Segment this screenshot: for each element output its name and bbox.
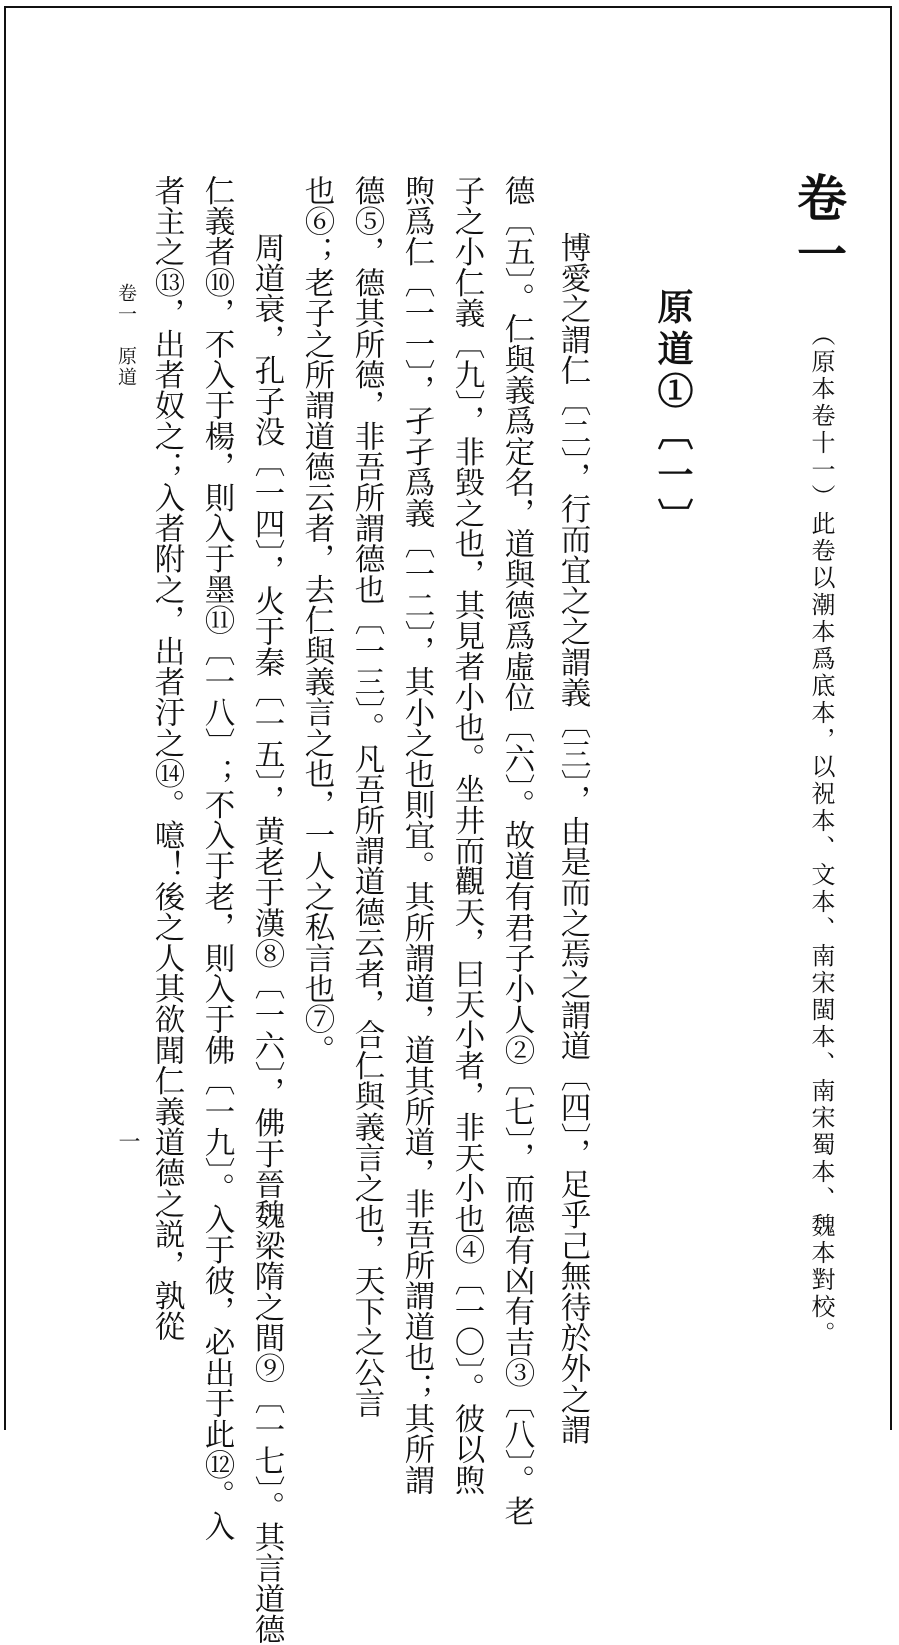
juan-title: 卷一 [789,172,848,284]
body-column-4: 煦爲仁〔一一〕，孑孑爲義〔一二〕，其小之也則宜。其所謂道，道其所道，非吾所謂道也；其所謂 [399,175,434,1496]
body-column-3: 子之小仁義〔九〕，非毀之也，其見者小也。坐井而觀天，曰天小者，非天小也④〔一〇〕。彼以煦 [449,175,484,1496]
page-number: 一 [115,1130,140,1152]
section-title: 原道①〔一〕 [652,288,694,540]
body-column-6: 也⑥；老子之所謂道德云者，去仁與義言之也，一人之私言也⑦。 [299,175,334,1066]
body-column-9: 者主之⑬，出者奴之；入者附之，出者汙之⑭。噫！後之人其欲聞仁義道德之説，孰從 [149,175,184,1342]
body-column-5: 德⑤，德其所德，非吾所謂德也〔一三〕。凡吾所謂道德云者，合仁與義言之也，天下之公言 [349,175,384,1419]
running-head: 卷一 原道 [115,283,137,388]
source-note: （原本卷十一）此卷以潮本爲底本，以祝本、文本、南宋閩本、南宋蜀本、魏本對校。 [807,322,835,1348]
body-column-2: 德〔五〕。仁與義爲定名，道與德爲虛位〔六〕。故道有君子小人②〔七〕，而德有凶有吉③〔八〕。老 [499,175,534,1527]
body-column-8: 仁義者⑩，不入于楊，則入于墨⑪〔一八〕；不入于老，則入于佛〔一九〕。入于彼，必出于此⑫。入 [199,175,234,1542]
body-column-1: 博愛之謂仁〔二〕，行而宜之之謂義〔三〕，由是而之焉之謂道〔四〕，足乎己無待於外之謂 [555,232,590,1445]
page-border [4,6,892,1430]
body-column-7: 周道衰，孔子没〔一四〕，火于秦〔一五〕，黄老于漢⑧〔一六〕，佛于晉魏梁隋之間⑨〔一七〕。其言道德 [249,232,284,1645]
